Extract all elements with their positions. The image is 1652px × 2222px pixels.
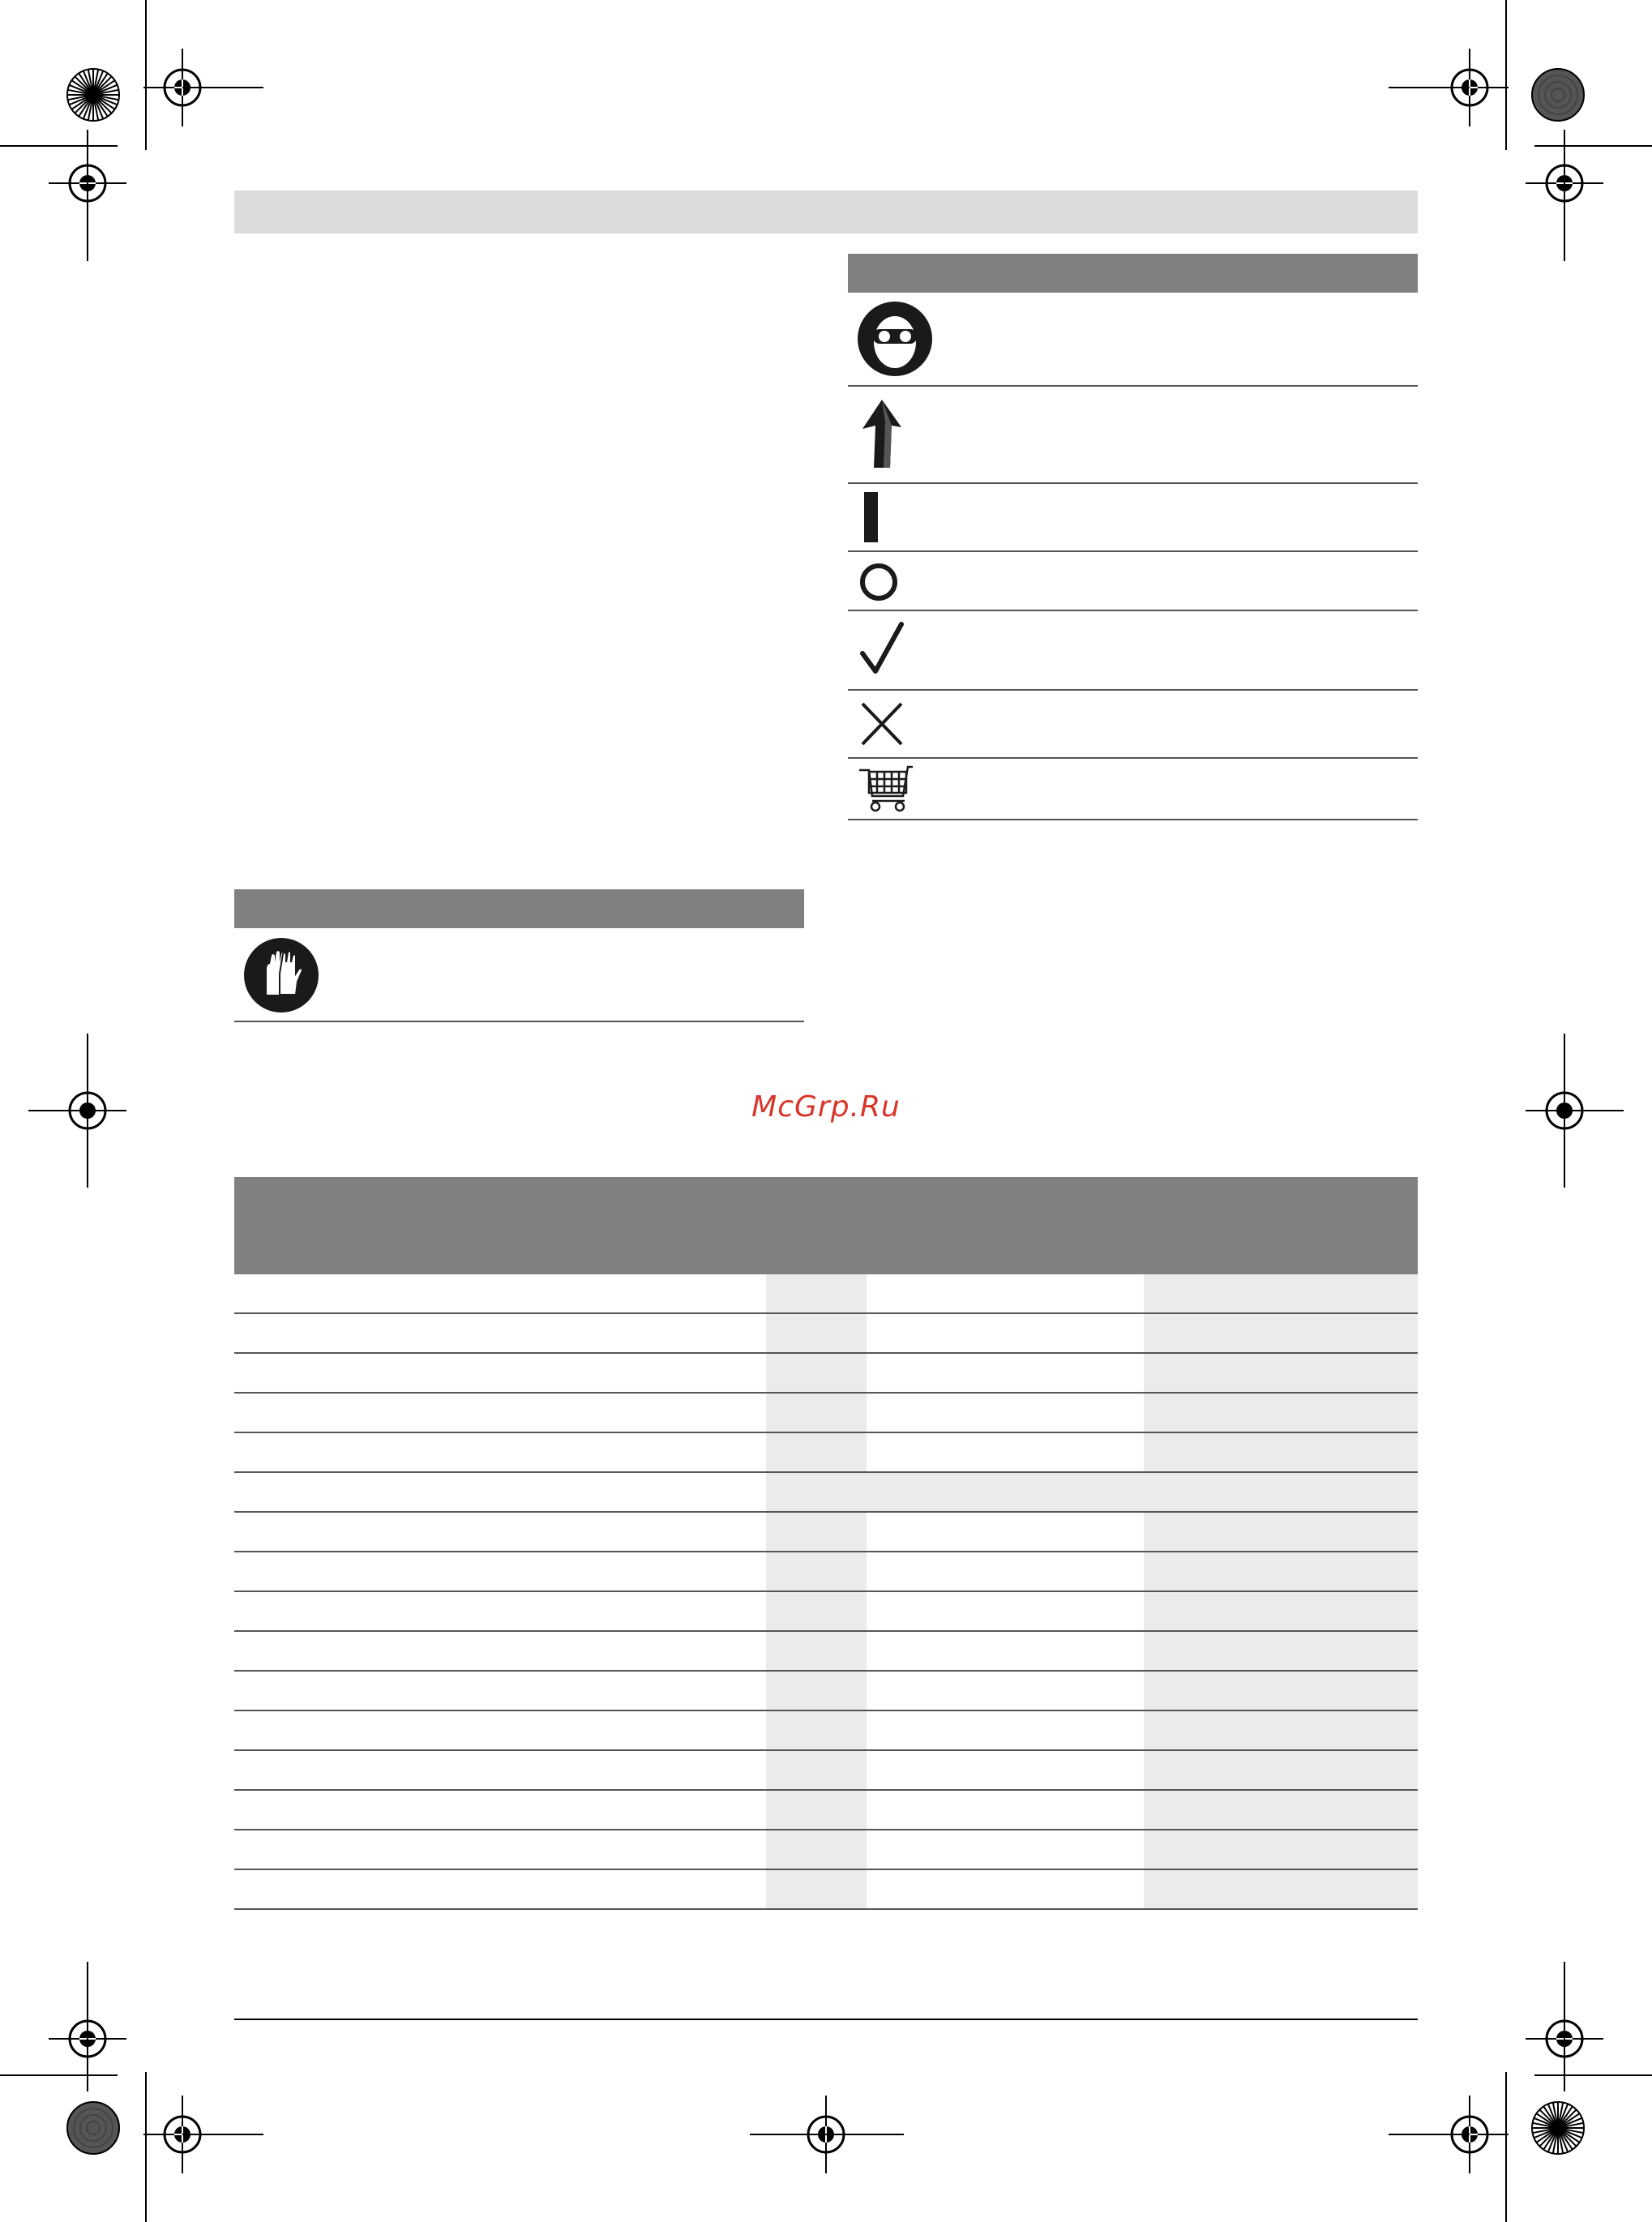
symbol-row-goggles <box>848 293 1418 387</box>
accessories-cart-icon <box>858 764 914 814</box>
switch-on-icon <box>858 490 882 544</box>
table-row <box>234 1791 1418 1830</box>
direction-arrow-icon <box>858 398 906 471</box>
permitted-check-icon <box>858 621 906 678</box>
table-row <box>234 1354 1418 1394</box>
switch-off-icon <box>858 561 900 603</box>
symbol-row-arrow <box>848 387 1418 484</box>
symbol-row-off <box>848 552 1418 611</box>
table-row-merged <box>234 1473 1418 1513</box>
table-row <box>234 1672 1418 1711</box>
table-row <box>234 1632 1418 1672</box>
table-row <box>234 1870 1418 1910</box>
symbol-row-permitted <box>848 611 1418 691</box>
table-row <box>234 1592 1418 1632</box>
table-row <box>234 1552 1418 1592</box>
table-row <box>234 1751 1418 1791</box>
protective-gloves-icon <box>244 938 319 1013</box>
watermark: McGrp.Ru <box>751 1090 901 1124</box>
symbol-row-prohibited <box>848 691 1418 759</box>
table-row <box>234 1274 1418 1314</box>
table-row <box>234 1394 1418 1433</box>
safety-goggles-icon <box>858 302 932 376</box>
footer-rule <box>234 2019 1418 2020</box>
table-row <box>234 1830 1418 1870</box>
prohibited-x-icon <box>858 699 906 747</box>
spec-table-header <box>234 1177 1418 1274</box>
gloves-row <box>234 928 804 1022</box>
symbol-row-on <box>848 484 1418 552</box>
gloves-panel-header <box>234 889 804 928</box>
table-row <box>234 1433 1418 1473</box>
table-row <box>234 1711 1418 1751</box>
table-row <box>234 1513 1418 1552</box>
page-header-bar <box>234 191 1418 233</box>
table-row <box>234 1314 1418 1354</box>
symbols-panel-header <box>848 254 1418 293</box>
symbol-row-accessories <box>848 759 1418 820</box>
